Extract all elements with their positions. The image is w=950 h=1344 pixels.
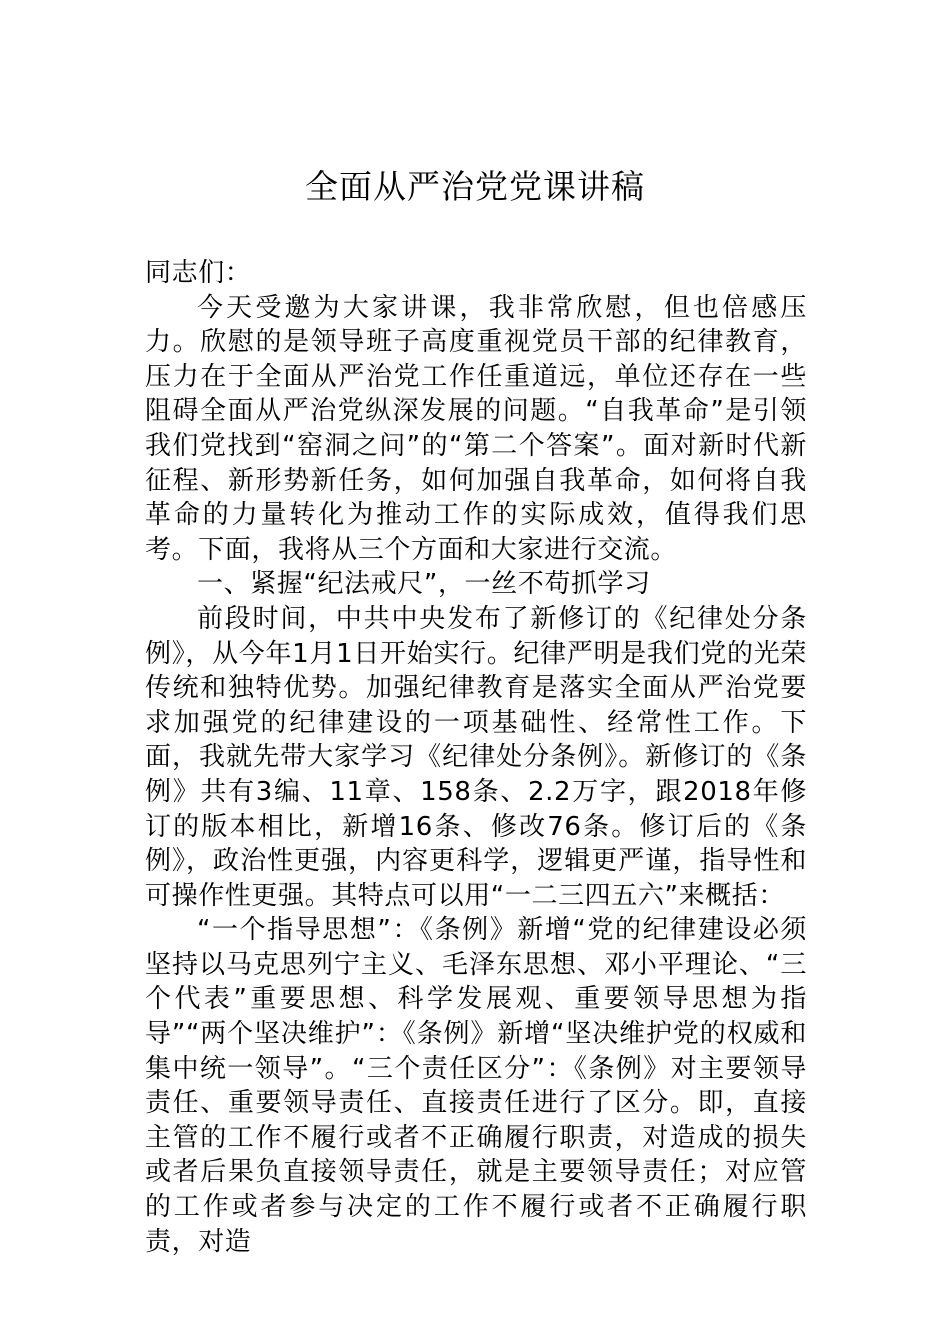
section-heading-1: 一、紧握“纪法戒尺”，一丝不苟抓学习 — [197, 569, 651, 600]
salutation: 同志们： — [145, 258, 252, 288]
paragraph-features: “一个指导思想”：《条例》新增“党的纪律建设必须坚持以马克思列宁主义、毛泽东思想、邓小平理论、“三个代表”重要思想、科学发展观、重要领导思想为指导”“两个坚决维护”：《条例》新增“坚决维护党的权威和集中统一领导”。“三个责任区分”：《条例》对主要领导责任、重要领导责任、直接责任进行了区分。即，直接主管的工作不履行或者不正确履行职责，对造成的损失或者后果负直接领导责任，就是主要领导责任；对应管的工作或者参与决定的工作不履行或者不正确履行职责，对造 — [145, 915, 807, 1257]
document-title: 全面从严治党党课讲稿 — [305, 167, 645, 206]
document-body — [145, 256, 807, 1259]
paragraph-regulation: 前段时间，中共中央发布了新修订的《纪律处分条例》，从今年1月1日开始实行。纪律严明是我们党的光荣传统和独特优势。加强纪律教育是落实全面从严治党要求加强党的纪律建设的一项基础性、经常性工作。下面，我就先带大家学习《纪律处分条例》。新修订的《条例》共有3编、11章、158条、2.2万字，跟2018年修订的版本相比，新增16条、修改76条。修订后的《条例》，政治性更强，内容更科学，逻辑更严谨，指导性和可操作性更强。其特点可以用“一二三四五六”来概括： — [145, 603, 807, 911]
paragraph-intro: 今天受邀为大家讲课，我非常欣慰，但也倍感压力。欣慰的是领导班子高度重视党员干部的纪律教育，压力在于全面从严治党工作任重道远，单位还存在一些阻碍全面从严治党纵深发展的问题。“自我革命”是引领我们党找到“窑洞之问”的“第二个答案”。面对新时代新征程、新形势新任务，如何加强自我革命，如何将自我革命的力量转化为推动工作的实际成效，值得我们思考。下面，我将从三个方面和大家进行交流。 — [145, 292, 807, 565]
